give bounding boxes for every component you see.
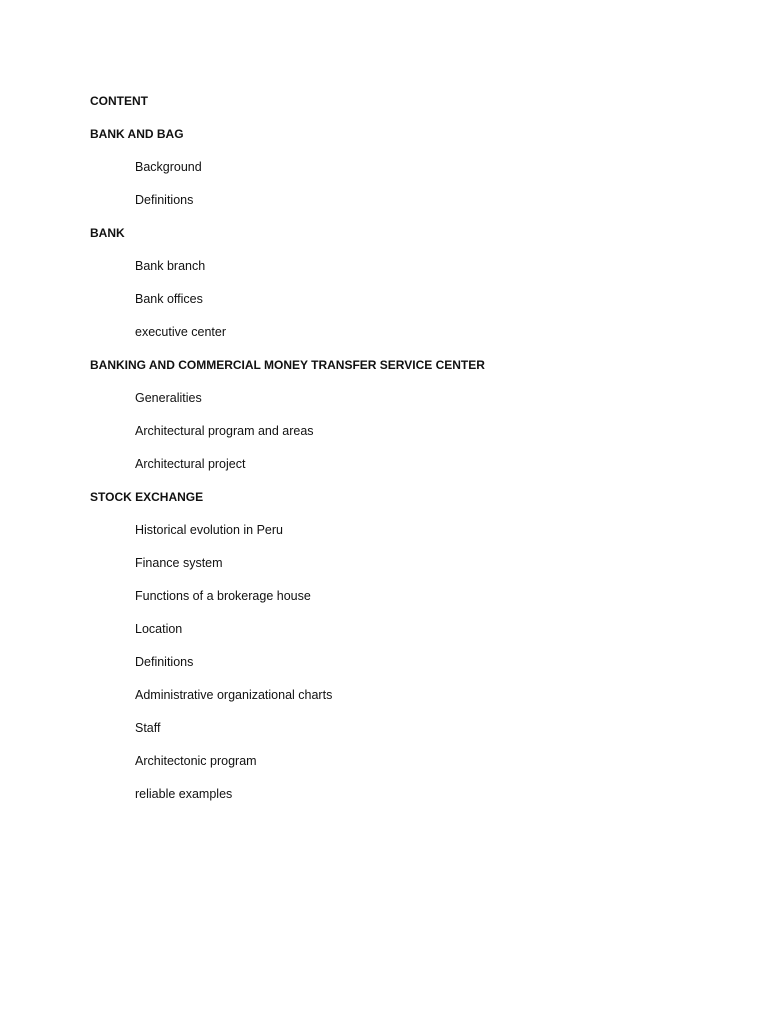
section-item-list — [90, 522, 730, 803]
section-item: Historical evolution in Peru — [135, 523, 283, 537]
section-item-list — [90, 159, 730, 209]
section-heading: BANK AND BAG — [90, 127, 184, 141]
section-item: reliable examples — [135, 787, 233, 801]
section-item: Generalities — [135, 391, 202, 405]
section-item: Architectural project — [135, 457, 246, 471]
section-item: Functions of a brokerage house — [135, 589, 311, 603]
section-heading: STOCK EXCHANGE — [90, 490, 204, 504]
section-item: Staff — [135, 721, 161, 735]
section-item: Location — [135, 622, 183, 636]
section-item: Definitions — [135, 655, 194, 669]
section-heading: BANKING AND COMMERCIAL MONEY TRANSFER SERVICE CENTER — [90, 358, 485, 372]
section-heading: BANK — [90, 226, 125, 240]
toc-section — [90, 126, 730, 209]
section-item: Administrative organizational charts — [135, 688, 333, 702]
toc-section — [90, 489, 730, 803]
toc-section — [90, 357, 730, 473]
section-item-list — [90, 390, 730, 473]
section-item: executive center — [135, 325, 227, 339]
section-item: Bank offices — [135, 292, 203, 306]
section-item: Architectural program and areas — [135, 424, 314, 438]
section-item: Background — [135, 160, 202, 174]
section-item: Definitions — [135, 193, 194, 207]
table-of-contents — [90, 93, 730, 819]
section-item: Architectonic program — [135, 754, 257, 768]
toc-title: CONTENT — [90, 94, 148, 108]
section-item: Finance system — [135, 556, 223, 570]
toc-section — [90, 225, 730, 341]
section-item: Bank branch — [135, 259, 206, 273]
section-item-list — [90, 258, 730, 341]
